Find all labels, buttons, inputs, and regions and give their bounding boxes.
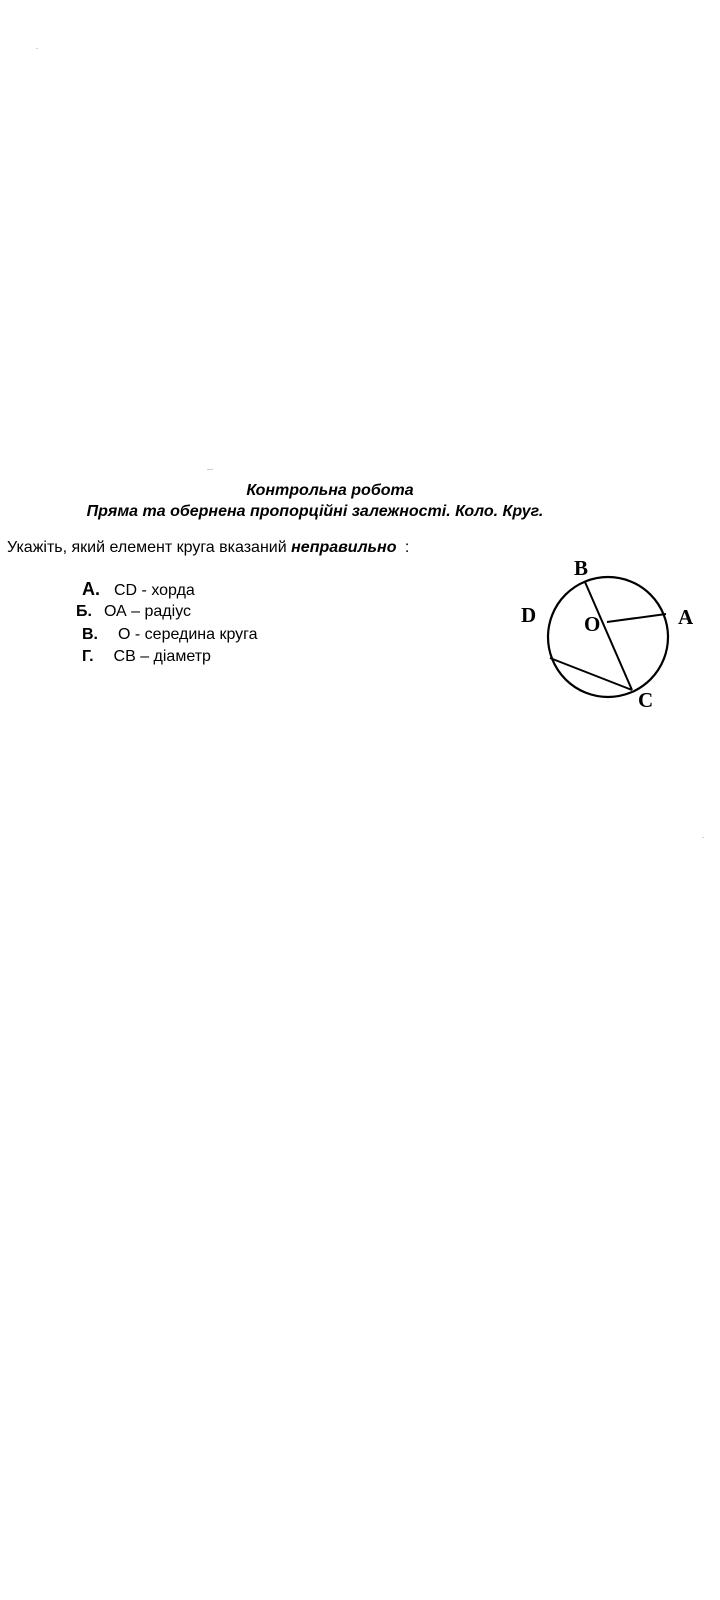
answer-option-d — [82, 647, 211, 667]
scan-speck — [702, 837, 704, 838]
question-emphasis: неправильно — [291, 539, 397, 556]
worksheet-title: Контрольна робота — [246, 482, 414, 499]
option-letter: В. — [82, 626, 98, 643]
question-prefix: Укажіть, який елемент круга вказаний — [7, 539, 287, 556]
point-label-o: O — [584, 612, 601, 636]
option-text: ОА – радіус — [103, 603, 192, 620]
point-label-a: A — [678, 605, 694, 629]
scan-speck — [36, 48, 38, 49]
segment-oa — [607, 614, 666, 622]
answer-option-c — [82, 625, 258, 645]
circle-figure — [510, 550, 710, 720]
circle-diagram — [510, 550, 710, 720]
point-label-b: B — [574, 556, 589, 580]
scan-speck — [207, 469, 213, 470]
question-text — [7, 538, 409, 558]
option-text: CD - хорда — [114, 582, 195, 599]
answer-option-a — [82, 579, 195, 601]
point-label-d: D — [521, 603, 537, 627]
worksheet-subtitle: Пряма та обернена пропорційні залежності. Коло. Круг. — [86, 503, 544, 520]
question-colon: : — [404, 539, 410, 556]
option-text: О - середина круга — [118, 626, 258, 643]
option-letter: Б. — [76, 603, 92, 620]
answer-option-b — [76, 602, 191, 622]
option-letter: А. — [82, 579, 100, 599]
option-letter: Г. — [82, 648, 94, 665]
option-text: СВ – діаметр — [113, 648, 211, 665]
point-label-c: C — [638, 688, 654, 712]
